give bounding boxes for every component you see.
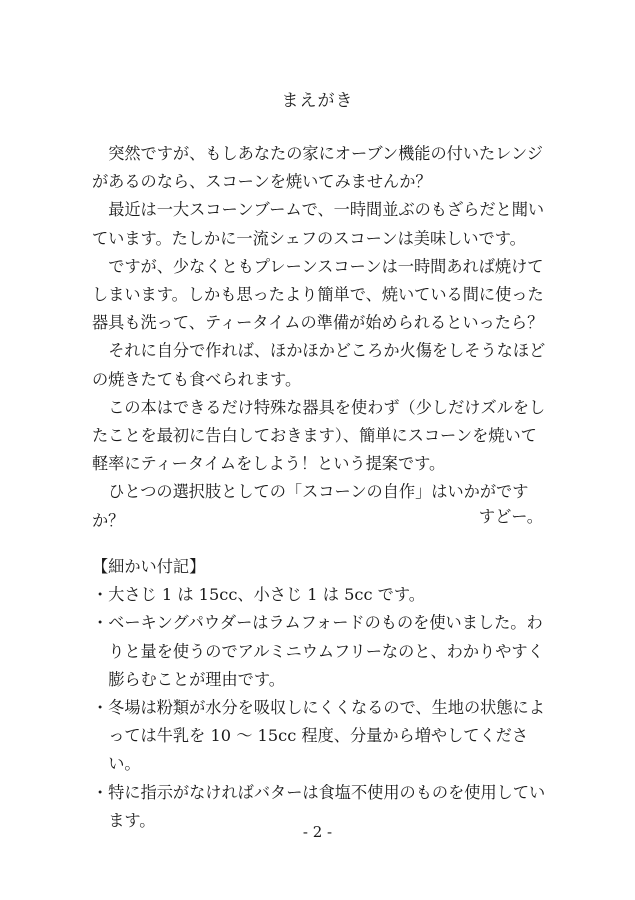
notes-heading: 【細かい付記】: [92, 557, 206, 576]
note-item: ・大さじ 1 は 15cc、小さじ 1 は 5cc です。: [92, 585, 425, 605]
note-item: ・ベーキングパウダーはラムフォードのものを使いました。わりと量を使うのでアルミニウムフリーなのと、わかりやすく膨らむことが理由です。: [92, 613, 544, 689]
notes-section: [92, 553, 552, 835]
preface-paragraph: 最近は一大スコーンブームで、一時間並ぶのもざらだと聞いています。たしかに一流シェフのスコーンは美味しいです。: [92, 200, 545, 248]
preface-paragraph: 突然ですが、もしあなたの家にオーブン機能の付いたレンジがあるのなら、スコーンを焼いてみませんか？: [92, 144, 543, 192]
page-title: まえがき: [281, 91, 354, 111]
preface-body: [92, 140, 552, 535]
preface-paragraph: ひとつの選択肢としての「スコーンの自作」はいかがですか？: [92, 482, 529, 530]
preface-paragraph: それに自分で作れば、ほかほかどころか火傷をしそうなほどの焼きたても食べられます。: [92, 341, 546, 389]
author-signature: すどー。: [478, 507, 543, 526]
page-number: - 2 -: [302, 823, 333, 841]
preface-paragraph: ですが、少なくともプレーンスコーンは一時間あれば焼けてしまいます。しかも思ったより簡単で、焼いている間に使った器具も洗って、ティータイムの準備が始められるといったら？: [92, 256, 544, 333]
preface-paragraph: この本はできるだけ特殊な器具を使わず（少しだけズルをしたことを最初に告白しておきます）、簡単にスコーンを焼いて軽率にティータイムをしよう！という提案です。: [92, 397, 546, 474]
note-item: ・特に指示がなければバターは食塩不使用のものを使用しています。: [92, 782, 546, 830]
note-item: ・冬場は粉類が水分を吸収しにくくなるので、生地の状態によっては牛乳を 10 〜 15cc 程度、分量から増やしてください。: [92, 698, 545, 774]
